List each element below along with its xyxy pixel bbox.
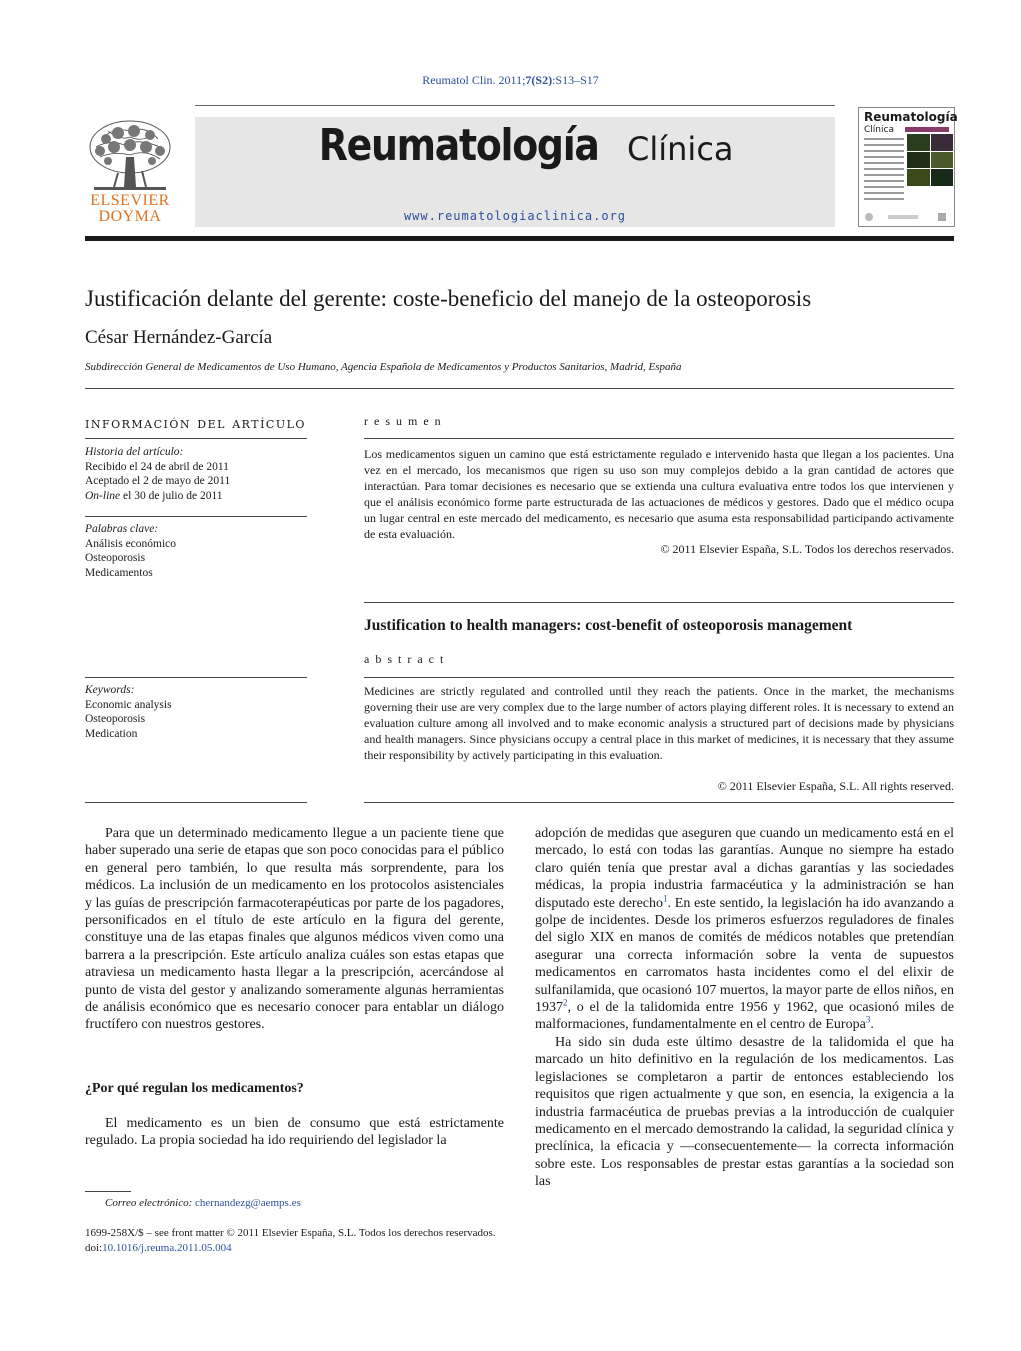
body-paragraph: El medicamento es un bien de consumo que está estrictamente regulado. La propia sociedad ha ido requiriendo del legislador la: [85, 1116, 504, 1149]
abstract-text: Medicines are strictly regulated and controlled until they reach the patients. Once in the market, the mechanisms governing their use are very complex due to the large number of actors playing different roles. It is necessary to extend an evaluation culture among all involved and to make economic analysis a structured part of decisions made by physicians and health managers. Since physicians occupy a central place in this market of medicines, it is necessary that they assume their responsibility by actively participating in this evaluation.: [364, 684, 954, 762]
citation-volume[interactable]: 7(S2): [525, 73, 553, 87]
history-online-date: el 30 de julio de 2011: [120, 489, 223, 502]
body-paragraph: adopción de medidas que aseguren que cuando un medicamento está en el mercado, lo está con todas las garantías. Aunque no siempre ha estado claro quién tenía que prestar aval a dichas garantías y las sociedades médicas, la propia industria farmacéutica y la administración se han disputado este derecho$^1$. En este sentido, la legislación ha ido avanzando a golpe de incidentes. Desde los primeros esfuerzos reguladores de finales del siglo XIX en manos de comités de médicos notables que pretendían asegurar una correcta información sobre la venta de supuestos medicamentos en carromatos hasta incidentes como el del elixir de sulfanilamida, que ocasionó 107 muertos, la mayor parte de ellos niños, en 1937$^2$, o el de la talidomida entre 1956 y 1962, que ocasionó miles de malformaciones, fundamentalmente en el centro de Europa$^3$.: [535, 826, 955, 1033]
abstract-heading: abstract: [364, 652, 450, 666]
email-link[interactable]: chernandezg@aemps.es: [195, 1197, 301, 1209]
journal-title-sub: Clínica: [627, 130, 734, 168]
cover-footer-logos: [864, 212, 950, 222]
keywords-spanish: [85, 522, 307, 580]
keywords-english: [85, 683, 307, 741]
reference-link[interactable]: 2: [563, 997, 568, 1008]
keyword-item: Osteoporosis: [85, 552, 146, 564]
keyword-item: Medication: [85, 727, 138, 740]
keyword-item: Análisis económico: [85, 537, 177, 550]
resumen-text: Los medicamentos siguen un camino que está estrictamente regulado e intervenido hasta que llegan a los pacientes. Una vez en el mercado, los mecanismos que rigen su uso son muy complejos debido a la gran cantidad de actores que interactúan. Para tomar decisiones es necesario que se extienda una cultura evaluativa entre todos los que intervienen y que el análisis económico forme parte estructurada de las actuaciones de médicos y gestores. Dado que el médico ocupa un lugar central en este mercado del medicamento, es necesario que asuma esta responsabilidad participando activamente de esta evaluación.: [364, 447, 954, 541]
history-online: [85, 489, 307, 504]
body-left-column-continued: [85, 1115, 504, 1150]
email-label: Correo electrónico:: [105, 1197, 193, 1209]
correspondence-email: [105, 1197, 301, 1209]
reference-link[interactable]: 1: [663, 892, 668, 903]
doi-line: [85, 1242, 232, 1254]
reference-link[interactable]: 3: [865, 1014, 871, 1025]
abstract-divider: [364, 677, 954, 678]
section-heading: ¿Por qué regulan los medicamentos?: [85, 1081, 304, 1096]
keywords-label-en: Keywords:: [85, 684, 135, 696]
publisher-line-1: ELSEVIER: [90, 192, 170, 209]
issn-line: 1699-258X/$ – see front matter © 2011 Elsevier España, S.L. Todos los derechos reservados.: [85, 1227, 496, 1239]
cover-color-bar: [905, 127, 949, 132]
journal-citation: [0, 73, 1021, 88]
header-divider: [195, 105, 835, 106]
footnote-divider: [85, 1191, 131, 1192]
publisher-line-2: DOYMA: [98, 208, 162, 225]
english-title: Justification to health managers: cost-benefit of osteoporosis management: [364, 617, 853, 634]
keywords-label-es: Palabras clave:: [85, 523, 159, 535]
info-divider: [85, 516, 307, 517]
history-accepted: Aceptado el 2 de mayo de 2011: [85, 475, 231, 487]
citation-prefix[interactable]: Reumatol Clin. 2011;: [422, 73, 526, 87]
resumen-heading: resumen: [364, 414, 447, 428]
info-divider: [85, 802, 307, 803]
resumen-divider: [364, 438, 954, 439]
doi-label: doi:: [85, 1242, 103, 1254]
affiliation-divider: [85, 388, 954, 389]
resumen-divider: [364, 602, 954, 603]
cover-title: Reumatología: [864, 110, 958, 124]
journal-title: [195, 120, 835, 171]
article-title: Justificación delante del gerente: coste-beneficio del manejo de la osteoporosis: [85, 286, 812, 311]
info-divider: [85, 677, 307, 678]
body-right-column: [535, 825, 954, 1191]
cover-image-grid: [907, 134, 953, 186]
keyword-item: Osteoporosis: [85, 713, 146, 725]
cover-subtitle: Clínica: [864, 125, 894, 135]
body-paragraph: Para que un determinado medicamento llegue a un paciente tiene que haber superado una serie de etapas que son poco conocidas para el público en general pero también, lo que resulta más sorprendente, para los médicos. La inclusión de un medicamento en los protocolos asistenciales y las guías de prescripción farmacoterapéuticas por parte de los pagadores, personificados en el título de este artículo en la figura del gerente, constituye una de las etapas finales que algunos médicos viven como una barrera a la prescripción. Este artículo analiza cuáles son estas etapas que atraviesa un medicamento hasta llegar a la prescripción, acercándose al punto de vista del gestor y analizando someramente algunas herramientas de análisis económico que es necesario conocer para entablar un diálogo fructífero con nuestros gestores.: [85, 826, 504, 1033]
author-affiliation: Subdirección General de Medicamentos de Uso Humano, Agencia Española de Medicamentos y Productos Sanitarios, Madrid, España: [85, 361, 682, 373]
cover-text-lines: [864, 138, 904, 204]
history-online-prefix: On-line: [85, 489, 121, 502]
body-paragraph: Ha sido sin duda este último desastre de la talidomida el que ha marcado un hito definitivo en la regulación de los medicamentos. Las legislaciones se completaron a partir de entonces estableciendo los requisitos que rigen actualmente y que son, en esencia, la exigencia a la industria farmacéutica de pruebas previas a la introducción de cualquier medicamento en el mercado demostrando la calidad, la seguridad clínica y preclínica, la eficacia y —consecuentemente— la correcta información sobre este. Los responsables de prestar estas garantías a la sociedad son las: [535, 1034, 954, 1190]
header-thick-divider: [85, 236, 954, 241]
keyword-item: Economic analysis: [85, 698, 172, 711]
article-author: César Hernández-García: [85, 327, 273, 348]
body-left-column: [85, 825, 504, 1034]
publisher-name: [84, 193, 176, 225]
keyword-item: Medicamentos: [85, 566, 153, 579]
journal-title-main: Reumatología: [319, 120, 600, 171]
doi-link[interactable]: 10.1016/j.reuma.2011.05.004: [102, 1242, 232, 1254]
journal-url-link[interactable]: www.reumatologiaclinica.org: [403, 209, 627, 223]
citation-pages[interactable]: :S13–S17: [552, 73, 599, 87]
resumen-copyright: © 2011 Elsevier España, S.L. Todos los derechos reservados.: [660, 542, 954, 556]
abstract-divider: [364, 802, 954, 803]
article-info-heading: información del artículo: [85, 414, 306, 432]
history-label: Historia del artículo:: [85, 446, 184, 458]
info-divider: [85, 438, 307, 439]
article-history: [85, 445, 307, 503]
history-received: Recibido el 24 de abril de 2011: [85, 460, 229, 473]
abstract-copyright: © 2011 Elsevier España, S.L. All rights reserved.: [717, 779, 954, 793]
